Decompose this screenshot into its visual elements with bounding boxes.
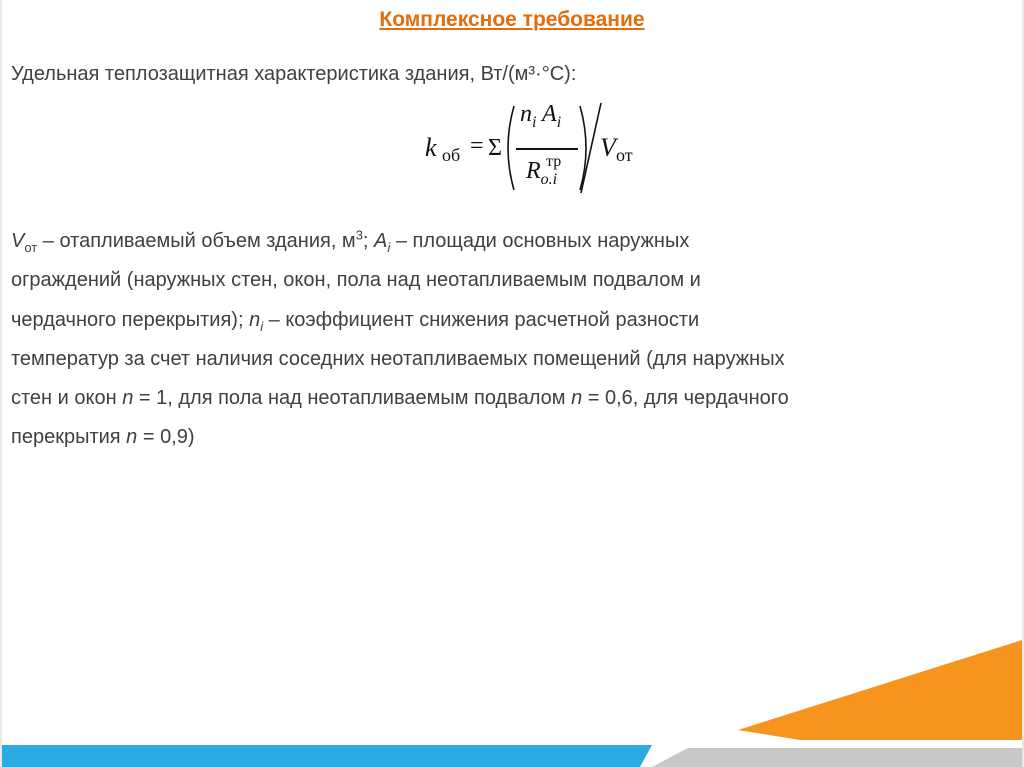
definitions-line: ограждений (наружных стен, окон, пола над неотапливаемым подвалом и	[11, 269, 701, 292]
formula-denominator: $R_{o.i}$	[526, 158, 558, 188]
definitions-line: перекрытия n = 0,9)	[11, 426, 195, 449]
definitions-line: чердачного перекрытия); $n_i$ – коэффициент снижения расчетной разности	[11, 308, 700, 334]
definitions-line: температур за счет наличия соседних неотапливаемых помещений (для наружных	[11, 347, 785, 370]
gray-stripe	[652, 748, 1022, 767]
formula-numerator: $n_i$ $A_i$	[520, 101, 562, 131]
blue-stripe	[2, 745, 652, 767]
intro-text: Удельная теплозащитная характеристика здания, Вт/(м³·°C):	[11, 63, 577, 85]
orange-stripe	[738, 640, 1022, 740]
definitions-line: $V_{от}$ – отапливаемый объем здания, $м^3$; $A_i$ – площади основных наружных	[11, 227, 690, 255]
formula-sigma: Σ	[488, 135, 502, 161]
formula-k: k	[425, 133, 437, 162]
formula-v-subscript: от	[616, 145, 633, 165]
definitions-line: стен и окон n = 1, для пола над неотапливаемым подвалом n = 0,6, для чердачного	[11, 387, 789, 410]
slide-title: Комплексное требование	[379, 8, 645, 31]
formula-r-superscript: тр	[546, 153, 562, 170]
formula-v: V	[600, 133, 616, 162]
formula-equals: =	[470, 133, 484, 159]
formula-k-subscript: об	[442, 145, 461, 165]
